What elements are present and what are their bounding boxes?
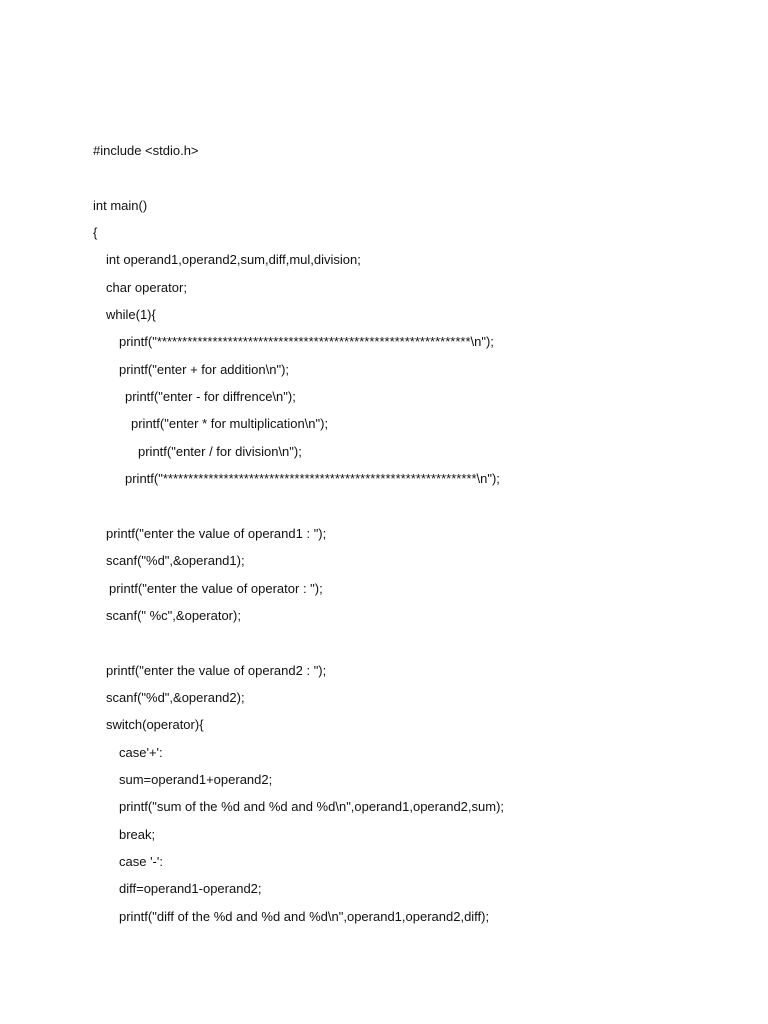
code-line-printf-multiplication: printf("enter * for multiplication\n"); — [131, 416, 329, 432]
code-line-scanf-operator: scanf(" %c",&operator); — [106, 607, 241, 623]
code-line-break: break; — [119, 826, 156, 842]
code-line-scanf-operand1: scanf("%d",&operand1); — [106, 553, 245, 569]
code-line-printf-addition: printf("enter + for addition\n"); — [119, 361, 290, 377]
code-line-int-declarations: int operand1,operand2,sum,diff,mul,division; — [106, 252, 361, 268]
code-line-char-declaration: char operator; — [106, 279, 187, 295]
code-line-sum-assign: sum=operand1+operand2; — [119, 771, 273, 787]
blank-line — [93, 496, 753, 523]
blank-line — [93, 633, 753, 660]
code-line-printf-diff: printf("diff of the %d and %d and %d\n",operand1,operand2,diff); — [119, 908, 490, 924]
code-line-printf-division: printf("enter / for division\n"); — [138, 443, 302, 459]
code-block — [93, 141, 753, 934]
code-line-diff-assign: diff=operand1-operand2; — [119, 881, 262, 897]
code-line-case-minus: case '-': — [119, 853, 163, 869]
code-line-printf-sum: printf("sum of the %d and %d and %d\n",operand1,operand2,sum); — [119, 799, 505, 815]
code-line-prompt-operator: printf("enter the value of operator : "); — [109, 580, 323, 596]
blank-line — [93, 168, 753, 195]
code-line-while: while(1){ — [106, 307, 156, 323]
code-line-printf-stars-bottom: printf("**************************************************************\n"); — [125, 471, 500, 487]
code-line-prompt-operand1: printf("enter the value of operand1 : "); — [106, 525, 327, 541]
code-line-case-plus: case'+': — [119, 744, 163, 760]
code-line-switch: switch(operator){ — [106, 717, 204, 733]
code-line-main-signature: int main() — [93, 197, 148, 213]
code-line-printf-stars-top: printf("**************************************************************\n"); — [119, 334, 494, 350]
code-line-include: #include <stdio.h> — [93, 143, 199, 158]
code-line-scanf-operand2: scanf("%d",&operand2); — [106, 689, 245, 705]
code-line-prompt-operand2: printf("enter the value of operand2 : "); — [106, 662, 327, 678]
code-line-printf-difference: printf("enter - for diffrence\n"); — [125, 389, 296, 405]
code-line-open-brace: { — [93, 225, 98, 241]
